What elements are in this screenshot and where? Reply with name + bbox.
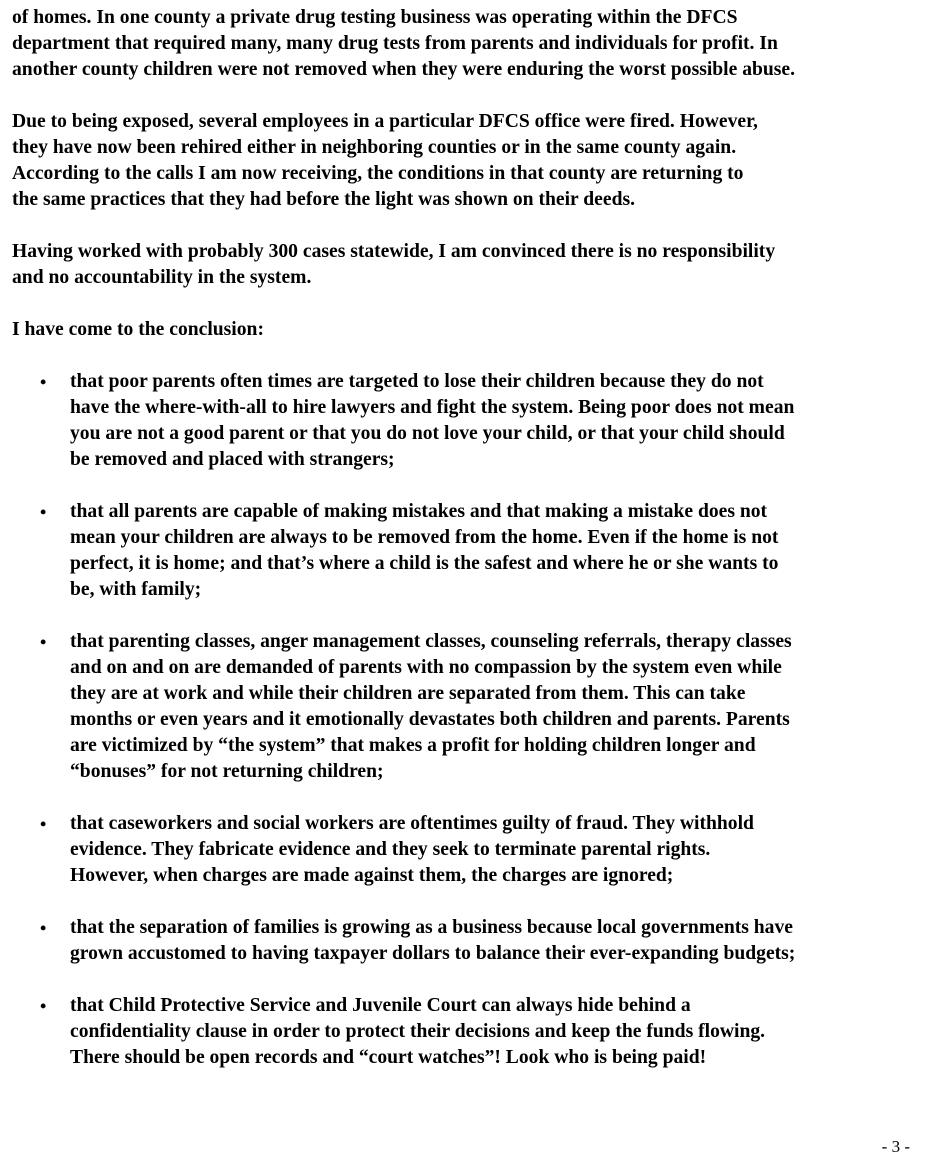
text-line: have the where-with-all to hire lawyers and fight the system. Being poor does not mean [70,397,795,418]
text-line: you are not a good parent or that you do not love your child, or that your child should [70,423,785,444]
list-item [12,811,922,889]
bullet-icon: • [40,918,47,938]
bullet-icon: • [40,372,47,392]
paragraph [12,239,922,291]
text-line: and on and on are demanded of parents with no compassion by the system even while [70,657,782,678]
text-line: be, with family; [70,579,202,600]
document-page [12,5,922,1097]
text-line: Having worked with probably 300 cases statewide, I am convinced there is no responsibility [12,241,776,262]
paragraph [12,317,922,343]
text-line: that poor parents often times are targeted to lose their children because they do not [70,371,764,392]
conclusion-list [12,369,922,1071]
text-line: According to the calls I am now receiving, the conditions in that county are returning to [12,163,744,184]
text-line: months or even years and it emotionally devastates both children and parents. Parents [70,709,790,730]
paragraph [12,5,922,83]
text-line: that caseworkers and social workers are oftentimes guilty of fraud. They withhold [70,813,754,834]
text-line: that the separation of families is growing as a business because local governments have [70,917,793,938]
text-line: However, when charges are made against them, the charges are ignored; [70,865,674,886]
list-item [12,499,922,603]
text-line: be removed and placed with strangers; [70,449,395,470]
text-line: that all parents are capable of making mistakes and that making a mistake does not [70,501,768,522]
text-line: mean your children are always to be removed from the home. Even if the home is not [70,527,779,548]
text-line: that parenting classes, anger management classes, counseling referrals, therapy classes [70,631,792,652]
list-item [12,629,922,785]
text-line: department that required many, many drug tests from parents and individuals for profit. In [12,33,778,54]
bullet-icon: • [40,502,47,522]
text-line: grown accustomed to having taxpayer dollars to balance their ever-expanding budgets; [70,943,796,964]
list-item [12,915,922,967]
text-line: evidence. They fabricate evidence and they seek to terminate parental rights. [70,839,711,860]
text-line: are victimized by “the system” that makes a profit for holding children longer and [70,735,756,756]
text-line: confidentiality clause in order to protect their decisions and keep the funds flowing. [70,1021,766,1042]
page-number: - 3 - [881,1137,910,1156]
bullet-icon: • [40,996,47,1016]
text-line: Due to being exposed, several employees in a particular DFCS office were fired. However, [12,111,758,132]
bullet-icon: • [40,814,47,834]
text-line: that Child Protective Service and Juvenile Court can always hide behind a [70,995,691,1016]
text-line: There should be open records and “court watches”! Look who is being paid! [70,1047,707,1068]
list-item [12,993,922,1071]
text-line: the same practices that they had before the light was shown on their deeds. [12,189,635,210]
text-line: and no accountability in the system. [12,267,312,288]
text-line: of homes. In one county a private drug testing business was operating within the DFCS [12,7,738,28]
paragraph [12,109,922,213]
text-line: perfect, it is home; and that’s where a child is the safest and where he or she wants to [70,553,779,574]
text-line: I have come to the conclusion: [12,319,264,340]
text-line: they have now been rehired either in neighboring counties or in the same county again. [12,137,737,158]
list-item [12,369,922,473]
text-line: “bonuses” for not returning children; [70,761,384,782]
text-line: another county children were not removed when they were enduring the worst possible abuse. [12,59,796,80]
text-line: they are at work and while their children are separated from them. This can take [70,683,746,704]
bullet-icon: • [40,632,47,652]
